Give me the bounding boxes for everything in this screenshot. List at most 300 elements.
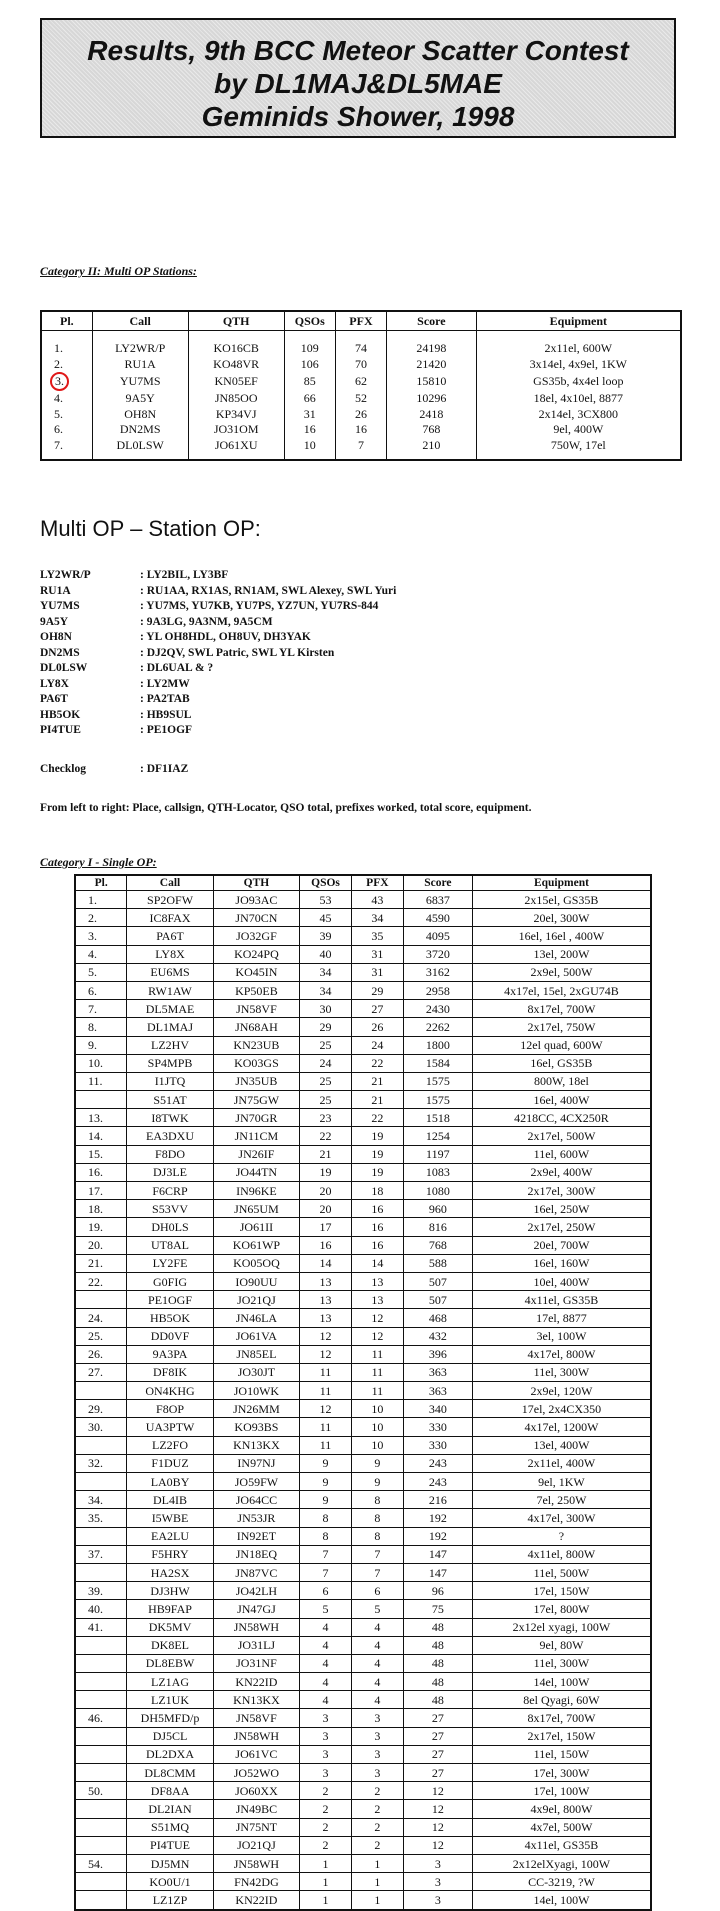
cell-equipment: 2x9el, 400W	[472, 1163, 651, 1181]
cell-pfx: 16	[335, 422, 386, 438]
cell-place: 13.	[75, 1109, 127, 1127]
cell-call: I5WBE	[127, 1509, 213, 1527]
cell-equipment: 750W, 17el	[476, 438, 681, 454]
cell-score: 12	[403, 1800, 472, 1818]
cell-pfx: 74	[335, 341, 386, 357]
table-row	[75, 1818, 651, 1836]
cell-pfx: 31	[351, 963, 403, 981]
cell-qsos: 53	[300, 891, 352, 909]
cell-call: DF8AA	[127, 1782, 213, 1800]
cell-qth: JN87VC	[213, 1563, 299, 1581]
cell-place: 20.	[75, 1236, 127, 1254]
column-header-pfx: PFX	[335, 311, 386, 331]
cell-qsos: 31	[284, 407, 335, 423]
table-row	[75, 1782, 651, 1800]
operator-names: : 9A3LG, 9A3NM, 9A5CM	[140, 615, 273, 628]
spacer-cell	[284, 453, 335, 460]
table-row	[75, 1236, 651, 1254]
cell-score: 1197	[403, 1145, 472, 1163]
operator-station-call: LY2WR/P	[40, 569, 91, 581]
cell-score: 1584	[403, 1054, 472, 1072]
cell-equipment: 4x17el, 800W	[472, 1345, 651, 1363]
cell-qth: KN23UB	[213, 1036, 299, 1054]
cell-score: 432	[403, 1327, 472, 1345]
table-row	[75, 1054, 651, 1072]
cell-qth: KN05EF	[188, 372, 284, 391]
cell-call: I8TWK	[127, 1109, 213, 1127]
operator-names: : PA2TAB	[140, 693, 190, 705]
cell-score: 27	[403, 1764, 472, 1782]
cell-call: F8DO	[127, 1145, 213, 1163]
cell-score: 468	[403, 1309, 472, 1327]
cell-equipment: 3x14el, 4x9el, 1KW	[476, 357, 681, 373]
cell-pfx: 2	[351, 1782, 403, 1800]
table-row	[75, 1764, 651, 1782]
operator-row	[40, 677, 396, 693]
table-row	[75, 1145, 651, 1163]
cell-place	[75, 1473, 127, 1491]
table-row	[75, 1345, 651, 1363]
cell-pfx: 1	[351, 1854, 403, 1872]
cell-pfx: 19	[351, 1127, 403, 1145]
cell-qth: JN58WH	[213, 1854, 299, 1872]
cell-place	[41, 372, 92, 391]
operator-station-call: PI4TUE	[40, 724, 81, 736]
cell-place	[75, 1891, 127, 1910]
cell-equipment: 4x7el, 500W	[472, 1818, 651, 1836]
cell-qsos: 12	[300, 1327, 352, 1345]
cell-qth: JN35UB	[213, 1072, 299, 1090]
cell-qth: JN49BC	[213, 1800, 299, 1818]
cell-qth: JO61II	[213, 1218, 299, 1236]
table-row	[75, 1400, 651, 1418]
cell-pfx: 2	[351, 1836, 403, 1854]
cell-qth: JO61VA	[213, 1327, 299, 1345]
cell-equipment: 2x17el, 500W	[472, 1127, 651, 1145]
cell-score: 147	[403, 1545, 472, 1563]
cell-place: 26.	[75, 1345, 127, 1363]
operator-row	[40, 568, 396, 584]
cell-qth: JN26IF	[213, 1145, 299, 1163]
cell-equipment: 11el, 600W	[472, 1145, 651, 1163]
column-legend-note: From left to right: Place, callsign, QTH-Locator, QSO total, prefixes worked, total score, equipment.	[40, 802, 532, 814]
cell-pfx: 18	[351, 1182, 403, 1200]
cell-qth: JN53JR	[213, 1509, 299, 1527]
cell-qsos: 11	[300, 1363, 352, 1381]
cell-equipment: 11el, 150W	[472, 1745, 651, 1763]
table-row	[75, 1000, 651, 1018]
cell-score: 816	[403, 1218, 472, 1236]
cell-equipment: 7el, 250W	[472, 1491, 651, 1509]
cell-qth: KN13KX	[213, 1691, 299, 1709]
cell-place	[75, 1800, 127, 1818]
column-header-pfx: PFX	[351, 875, 403, 891]
cell-qth: KO16CB	[188, 341, 284, 357]
cell-qsos: 3	[300, 1727, 352, 1745]
spacer-cell	[476, 453, 681, 460]
cell-equipment: 17el, 2x4CX350	[472, 1400, 651, 1418]
cell-call: DL2IAN	[127, 1800, 213, 1818]
cell-equipment: 2x12elXyagi, 100W	[472, 1854, 651, 1872]
column-header-score: Score	[403, 875, 472, 891]
cell-score: 216	[403, 1491, 472, 1509]
cell-place: 8.	[75, 1018, 127, 1036]
cell-pfx: 8	[351, 1527, 403, 1545]
cell-qsos: 11	[300, 1382, 352, 1400]
cell-qsos: 1	[300, 1873, 352, 1891]
cell-score: 243	[403, 1454, 472, 1472]
cell-equipment: 4218CC, 4CX250R	[472, 1109, 651, 1127]
cell-pfx: 11	[351, 1382, 403, 1400]
cell-call: F1DUZ	[127, 1454, 213, 1472]
cell-pfx: 10	[351, 1418, 403, 1436]
cell-pfx: 9	[351, 1454, 403, 1472]
cell-pfx: 9	[351, 1473, 403, 1491]
multi-op-heading: Category II: Multi OP Stations:	[40, 264, 197, 278]
spacer-cell	[476, 331, 681, 342]
cell-place: 17.	[75, 1182, 127, 1200]
station-op-heading: Multi OP – Station OP:	[40, 516, 261, 541]
operator-names: : HB9SUL	[140, 708, 192, 721]
cell-pfx: 26	[335, 407, 386, 423]
cell-equipment: 18el, 4x10el, 8877	[476, 391, 681, 407]
cell-call: LY2WR/P	[92, 341, 188, 357]
cell-score: 27	[403, 1745, 472, 1763]
cell-qsos: 4	[300, 1691, 352, 1709]
cell-equipment: 8x17el, 700W	[472, 1000, 651, 1018]
cell-call: KO0U/1	[127, 1873, 213, 1891]
cell-qth: JO93AC	[213, 891, 299, 909]
operator-station-call: RU1A	[40, 584, 71, 597]
cell-qth: JN18EQ	[213, 1545, 299, 1563]
operator-names: : DJ2QV, SWL Patric, SWL YL Kirsten	[140, 646, 335, 659]
table-row	[75, 1327, 651, 1345]
cell-qsos: 9	[300, 1454, 352, 1472]
column-header-place: Pl.	[41, 311, 92, 331]
table-row	[75, 1291, 651, 1309]
cell-place	[75, 1654, 127, 1672]
operator-row	[40, 661, 396, 677]
cell-call: RU1A	[92, 357, 188, 373]
cell-equipment: 4x17el, 15el, 2xGU74B	[472, 981, 651, 999]
cell-equipment: 2x17el, 250W	[472, 1218, 651, 1236]
cell-qth: IO90UU	[213, 1272, 299, 1290]
cell-score: 15810	[387, 372, 477, 391]
cell-pfx: 35	[351, 927, 403, 945]
cell-place: 39.	[75, 1582, 127, 1600]
cell-call: DL5MAE	[127, 1000, 213, 1018]
cell-equipment: 4x11el, GS35B	[472, 1836, 651, 1854]
table-row	[75, 927, 651, 945]
cell-call: S53VV	[127, 1200, 213, 1218]
cell-equipment: 16el, 16el , 400W	[472, 927, 651, 945]
cell-qsos: 29	[300, 1018, 352, 1036]
operator-row	[40, 646, 396, 662]
cell-call: LZ1AG	[127, 1673, 213, 1691]
cell-equipment: 10el, 400W	[472, 1272, 651, 1290]
cell-place: 32.	[75, 1454, 127, 1472]
operator-station-call: HB5OK	[40, 708, 81, 721]
title-box	[40, 18, 676, 138]
table-row	[75, 945, 651, 963]
operator-names: : PE1OGF	[140, 724, 193, 736]
cell-score: 2958	[403, 981, 472, 999]
cell-qsos: 8	[300, 1527, 352, 1545]
operator-station-call: YU7MS	[40, 600, 80, 612]
cell-pfx: 2	[351, 1800, 403, 1818]
table-row	[41, 357, 681, 373]
operator-station-call: LY8X	[40, 677, 69, 690]
multi-op-results-table	[40, 310, 682, 461]
cell-score: 27	[403, 1727, 472, 1745]
cell-qsos: 39	[300, 927, 352, 945]
cell-place: 2.	[75, 909, 127, 927]
cell-qth: JO52WO	[213, 1764, 299, 1782]
cell-place: 25.	[75, 1327, 127, 1345]
table-row	[75, 1436, 651, 1454]
cell-qsos: 66	[284, 391, 335, 407]
cell-qth: JN85EL	[213, 1345, 299, 1363]
cell-qth: KN22ID	[213, 1673, 299, 1691]
cell-call: SP2OFW	[127, 891, 213, 909]
table-row	[75, 1454, 651, 1472]
table-row	[75, 1727, 651, 1745]
column-header-equipment: Equipment	[472, 875, 651, 891]
cell-qth: JN58WH	[213, 1727, 299, 1745]
cell-score: 12	[403, 1818, 472, 1836]
table-row	[75, 1382, 651, 1400]
cell-score: 1083	[403, 1163, 472, 1181]
table-row	[75, 963, 651, 981]
cell-qsos: 34	[300, 981, 352, 999]
cell-place	[75, 1873, 127, 1891]
cell-qsos: 25	[300, 1072, 352, 1090]
cell-equipment: 16el, 160W	[472, 1254, 651, 1272]
cell-qsos: 3	[300, 1709, 352, 1727]
cell-qth: KN22ID	[213, 1891, 299, 1910]
cell-qsos: 4	[300, 1636, 352, 1654]
column-header-qsos: QSOs	[300, 875, 352, 891]
cell-qth: JN58VF	[213, 1000, 299, 1018]
column-header-call: Call	[92, 311, 188, 331]
cell-equipment: 4x17el, 300W	[472, 1509, 651, 1527]
table-row	[75, 1600, 651, 1618]
cell-equipment: 2x11el, 400W	[472, 1454, 651, 1472]
spacer-cell	[92, 453, 188, 460]
cell-pfx: 43	[351, 891, 403, 909]
cell-equipment: 13el, 400W	[472, 1436, 651, 1454]
checklog-value: : DF1IAZ	[140, 763, 189, 775]
cell-qsos: 1	[300, 1891, 352, 1910]
spacer-cell	[335, 331, 386, 342]
column-header-score: Score	[387, 311, 477, 331]
cell-qsos: 6	[300, 1582, 352, 1600]
table-row	[75, 1491, 651, 1509]
cell-qsos: 23	[300, 1109, 352, 1127]
cell-qsos: 11	[300, 1436, 352, 1454]
cell-score: 1518	[403, 1109, 472, 1127]
cell-place	[75, 1291, 127, 1309]
cell-qsos: 4	[300, 1618, 352, 1636]
cell-equipment: 12el quad, 600W	[472, 1036, 651, 1054]
cell-place: 24.	[75, 1309, 127, 1327]
cell-score: 3	[403, 1891, 472, 1910]
cell-qsos: 22	[300, 1127, 352, 1145]
cell-score: 24198	[387, 341, 477, 357]
cell-equipment: 17el, 300W	[472, 1764, 651, 1782]
cell-equipment: 20el, 700W	[472, 1236, 651, 1254]
cell-score: 1800	[403, 1036, 472, 1054]
cell-score: 2418	[387, 407, 477, 423]
cell-qsos: 12	[300, 1345, 352, 1363]
cell-score: 3162	[403, 963, 472, 981]
cell-equipment: 9el, 400W	[476, 422, 681, 438]
cell-equipment: 2x11el, 600W	[476, 341, 681, 357]
cell-qsos: 7	[300, 1563, 352, 1581]
cell-pfx: 4	[351, 1618, 403, 1636]
cell-place: 16.	[75, 1163, 127, 1181]
column-header-equipment: Equipment	[476, 311, 681, 331]
cell-qth: JO31LJ	[213, 1636, 299, 1654]
cell-call: 9A5Y	[92, 391, 188, 407]
cell-call: DJ5CL	[127, 1727, 213, 1745]
cell-qth: JO31OM	[188, 422, 284, 438]
cell-score: 147	[403, 1563, 472, 1581]
cell-place	[75, 1563, 127, 1581]
operator-row	[40, 723, 396, 739]
cell-qth: KO05OQ	[213, 1254, 299, 1272]
cell-score: 48	[403, 1636, 472, 1654]
cell-call: IC8FAX	[127, 909, 213, 927]
cell-equipment: CC-3219, ?W	[472, 1873, 651, 1891]
table-row	[75, 1127, 651, 1145]
cell-equipment: 16el, GS35B	[472, 1054, 651, 1072]
cell-equipment: 14el, 100W	[472, 1891, 651, 1910]
cell-equipment: 8el Qyagi, 60W	[472, 1691, 651, 1709]
cell-qsos: 85	[284, 372, 335, 391]
operator-row	[40, 692, 396, 708]
cell-qsos: 3	[300, 1745, 352, 1763]
cell-qsos: 3	[300, 1764, 352, 1782]
cell-place: 30.	[75, 1418, 127, 1436]
spacer-cell	[41, 453, 92, 460]
table-row	[41, 407, 681, 423]
cell-qsos: 34	[300, 963, 352, 981]
cell-place: 27.	[75, 1363, 127, 1381]
table-header-row	[75, 875, 651, 891]
table-row	[75, 1018, 651, 1036]
operator-names: : LY2BIL, LY3BF	[140, 569, 229, 581]
single-op-heading: Category I - Single OP:	[40, 855, 157, 869]
cell-score: 363	[403, 1363, 472, 1381]
cell-call: DL1MAJ	[127, 1018, 213, 1036]
table-row	[75, 1072, 651, 1090]
cell-pfx: 26	[351, 1018, 403, 1036]
cell-score: 4590	[403, 909, 472, 927]
cell-call: EA3DXU	[127, 1127, 213, 1145]
cell-pfx: 3	[351, 1745, 403, 1763]
cell-call: I1JTQ	[127, 1072, 213, 1090]
table-row	[75, 1254, 651, 1272]
cell-qsos: 4	[300, 1673, 352, 1691]
cell-score: 12	[403, 1836, 472, 1854]
cell-equipment: 2x17el, 300W	[472, 1182, 651, 1200]
table-row	[75, 981, 651, 999]
operator-row	[40, 708, 396, 724]
cell-score: 768	[403, 1236, 472, 1254]
table-row	[75, 1036, 651, 1054]
cell-call: LZ1ZP	[127, 1891, 213, 1910]
cell-qth: JO32GF	[213, 927, 299, 945]
cell-qsos: 19	[300, 1163, 352, 1181]
cell-pfx: 4	[351, 1654, 403, 1672]
cell-pfx: 16	[351, 1200, 403, 1218]
cell-equipment: 2x12el xyagi, 100W	[472, 1618, 651, 1636]
cell-place: 6.	[41, 422, 92, 438]
cell-qth: FN42DG	[213, 1873, 299, 1891]
cell-qth: JN26MM	[213, 1400, 299, 1418]
cell-qth: KP34VJ	[188, 407, 284, 423]
cell-equipment: 800W, 18el	[472, 1072, 651, 1090]
cell-place	[75, 1382, 127, 1400]
cell-pfx: 10	[351, 1400, 403, 1418]
cell-call: DJ5MN	[127, 1854, 213, 1872]
table-body	[75, 891, 651, 1910]
cell-qth: JN70GR	[213, 1109, 299, 1127]
cell-pfx: 19	[351, 1145, 403, 1163]
cell-equipment: 11el, 500W	[472, 1563, 651, 1581]
cell-score: 243	[403, 1473, 472, 1491]
cell-qth: KO93BS	[213, 1418, 299, 1436]
cell-pfx: 2	[351, 1818, 403, 1836]
cell-call: S51MQ	[127, 1818, 213, 1836]
cell-call: LY2FE	[127, 1254, 213, 1272]
cell-pfx: 7	[351, 1563, 403, 1581]
cell-qsos: 106	[284, 357, 335, 373]
cell-place: 50.	[75, 1782, 127, 1800]
cell-qth: JN65UM	[213, 1200, 299, 1218]
cell-call: F8OP	[127, 1400, 213, 1418]
cell-pfx: 1	[351, 1873, 403, 1891]
cell-score: 1575	[403, 1072, 472, 1090]
cell-call: YU7MS	[92, 372, 188, 391]
table-row	[75, 1272, 651, 1290]
cell-qsos: 9	[300, 1491, 352, 1509]
cell-place: 15.	[75, 1145, 127, 1163]
cell-call: LZ1UK	[127, 1691, 213, 1709]
cell-equipment: 17el, 8877	[472, 1309, 651, 1327]
cell-call: RW1AW	[127, 981, 213, 999]
cell-call: G0FIG	[127, 1272, 213, 1290]
cell-qsos: 1	[300, 1854, 352, 1872]
cell-call: S51AT	[127, 1091, 213, 1109]
cell-place: 40.	[75, 1600, 127, 1618]
cell-qth: IN97NJ	[213, 1454, 299, 1472]
cell-score: 4095	[403, 927, 472, 945]
cell-qth: KN13KX	[213, 1436, 299, 1454]
cell-qsos: 17	[300, 1218, 352, 1236]
table-row	[75, 1182, 651, 1200]
cell-score: 2262	[403, 1018, 472, 1036]
cell-call: F5HRY	[127, 1545, 213, 1563]
cell-qth: JN58VF	[213, 1709, 299, 1727]
cell-qsos: 30	[300, 1000, 352, 1018]
cell-equipment: 4x17el, 1200W	[472, 1418, 651, 1436]
table-row	[75, 1309, 651, 1327]
cell-call: LY8X	[127, 945, 213, 963]
operator-row	[40, 599, 396, 615]
cell-qth: KO61WP	[213, 1236, 299, 1254]
